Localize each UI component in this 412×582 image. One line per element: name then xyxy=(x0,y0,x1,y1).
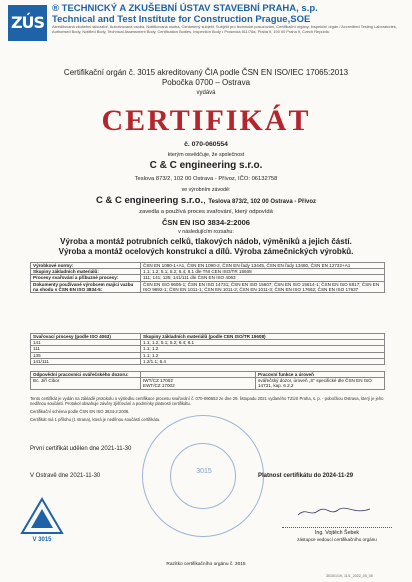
place-date: V Ostravě dne 2021-11-30 xyxy=(30,473,101,479)
first-issued: První certifikát udělen dne 2021-11-30 xyxy=(30,446,132,452)
process-text: zavedla a používá proces svařování, který odpovídá xyxy=(139,209,273,215)
factory-address: Teslova 873/2, 102 00 Ostrava - Přívoz xyxy=(208,199,317,205)
person-cell: Bc. Jiří Cibor xyxy=(31,378,141,389)
materials-cell: 1.1; 1.2; 5.1; 5.2; 6.4; 8.1 xyxy=(141,340,385,346)
signature xyxy=(296,505,372,519)
materials-cell: 1.1; 1.2 xyxy=(141,352,385,358)
factory-name: C & C engineering s.r.o. xyxy=(95,195,204,206)
table2-header-process: Svařovací procesy (podle ISO 4063) xyxy=(31,334,141,340)
document-code: 3015/1/19, 11/1_2022_05_05 xyxy=(326,574,373,578)
factory-intro: ve výrobním závodě: xyxy=(181,187,231,193)
row-value: 1.1; 1.2; 5.1; 5.2; 6.4; 8.1 dle TNI CEN ISO/TR 15608 xyxy=(141,269,385,275)
factory-line: C & C engineering s.r.o., Teslova 873/2, 102 00 Ostrava - Přívoz xyxy=(95,195,317,206)
validity: Platnost certifikátu do 2024-11-29 xyxy=(258,473,354,479)
signature-line xyxy=(282,527,392,528)
table3-header-role: Pracovní funkce a úroveň xyxy=(256,372,385,378)
process-cell: 141 xyxy=(31,340,141,346)
scope-line-1: Výroba a montáž potrubních celků, tlakových nádob, výměníků a jejich částí. xyxy=(60,237,352,246)
signatory-name: Ing. Vojtěch Šebek xyxy=(314,530,360,536)
materials-cell: 1.2/1.1; 6.4 xyxy=(141,358,385,364)
signatory-role: zástupce vedoucí certifikačního orgánu xyxy=(297,537,377,542)
footnote-protocol: Tento certifikát je vydán na základě protokolu o výsledku certifikace procesu svařování č. 070-060553 ze dne 29. listopadu 2021 vydaného TZÚS Praha, s. p. - pobočkou Ostrava, který je jeho nedílnou součástí. Protokol obsahuje závěry zjišťování a podmínky platnosti certifikátu. xyxy=(30,396,384,406)
certificate-title: CERTIFIKÁT xyxy=(101,104,311,137)
institute-accreditation-note: Akreditovaná zkušební laboratoř, Autorizovaná osoba, Notifikovaná osoba, Oznámený subjekt, Subjekt pro technické posuzování, Certifikační orgány, Inspekční orgán / Accredited Testing Laboratories, Authorised Body, Notified Body, Technical Assessment Body, Certification Bodies, Inspection Body • Prosecká 811/76a, Praha 9, 190 00 Praha 9, Czech Republic xyxy=(52,24,397,34)
scope-intro: v následujícím rozsahu: xyxy=(178,229,234,235)
intro-line-3: vydává xyxy=(196,90,216,96)
intro-line-1: Certifikační orgán č. 3015 akreditovaný ČIA podle ČSN EN ISO/IEC 17065:2013 xyxy=(63,68,349,77)
footnote-scheme: Certifikační schéma podle ČSN EN ISO 3834-2:2006. xyxy=(30,409,130,414)
scope-line-2: Výroba a montáž ocelových konstrukcí a dílů. Výroba zámečnických výrobků. xyxy=(58,247,354,256)
table3-header-person: Odpovědní pracovníci svářečského dozoru: xyxy=(31,372,141,378)
stamp-caption: Razítko certifikačního orgánu č. 3015 xyxy=(166,562,246,567)
materials-cell: 1.1; 1.2 xyxy=(141,346,385,352)
process-cell: 111 xyxy=(31,346,141,352)
company-address: Teslova 873/2, 102 00 Ostrava - Přívoz, IČO: 06132758 xyxy=(134,176,278,182)
row-value: ČSN EN ISO 9606-1; ČSN EN ISO 14731; ČSN EN ISO 15607; ČSN EN ISO 15614-1; ČSN EN ISO 5817; ČSN EN ISO 9692-1; ČSN EN 1011-1; ČSN EN 1011-2; ČSN EN 1011-3; ČSN EN ISO 17662; ČSN EN ISO 17637 xyxy=(141,281,385,292)
confirm-text: kterým osvědčuje, že společnost xyxy=(167,152,245,158)
footnote-annex: Certifikát má 1 přílohu (1 strana), která je nedílnou součástí certifikátu. xyxy=(30,417,161,422)
process-cell: 141/111 xyxy=(31,358,141,364)
row-value: ČSN EN 1090-1+A1, ČSN EN 1090-2, ČSN EN řady 13445, ČSN EN řady 13480, ČSN EN 12732+A1 xyxy=(141,263,385,269)
table-row xyxy=(31,281,385,292)
process-cell: 135 xyxy=(31,352,141,358)
welding-processes-table xyxy=(30,333,385,365)
supervision-table xyxy=(30,371,385,390)
row-label: Procesy svařování a příbuzné procesy: xyxy=(31,275,141,281)
institute-name-cz: ® TECHNICKÝ A ZKUŠEBNÍ ÚSTAV STAVEBNÍ PRAHA, s.p. xyxy=(52,3,318,14)
row-value: 111; 141; 135; 141/111 dle ČSN EN ISO 4063 xyxy=(141,275,385,281)
row-label: Výrobkové normy: xyxy=(31,263,141,269)
qualification-cell: IWT/CZ 17002 EWT/CZ 17002 xyxy=(141,378,256,389)
accreditation-logo xyxy=(20,497,64,537)
standard: ČSN EN ISO 3834-2:2006 xyxy=(162,218,250,227)
table2-header-materials: Skupiny základních materiálů (podle CEN ISO/TR 15608) xyxy=(141,334,385,340)
zus-logo: ZÚS xyxy=(8,5,47,41)
accreditation-logo-label: V 3015 xyxy=(32,537,52,543)
certificate-number: č. 070-060554 xyxy=(184,141,228,148)
role-cell: svářečský dozor, úroveň „S" specifické dle ČSN EN ISO 14731, kap. 6.2.2 xyxy=(256,378,385,389)
table-row xyxy=(31,378,385,389)
row-label: Skupiny základních materiálů: xyxy=(31,269,141,275)
row-label: Dokumenty používané výrobcem mající vazbu na shodu s ČSN EN ISO 3834-5: xyxy=(31,281,141,292)
institute-name-en: Technical and Test Institute for Construction Prague,SOE xyxy=(52,14,311,25)
company-name: C & C engineering s.r.o. xyxy=(149,160,263,171)
intro-line-2: Pobočka 0700 – Ostrava xyxy=(161,78,251,87)
products-table xyxy=(30,262,385,293)
stamp-inner-ring xyxy=(170,443,236,509)
table-row xyxy=(31,358,385,364)
stamp-number: 3015 xyxy=(196,468,212,475)
